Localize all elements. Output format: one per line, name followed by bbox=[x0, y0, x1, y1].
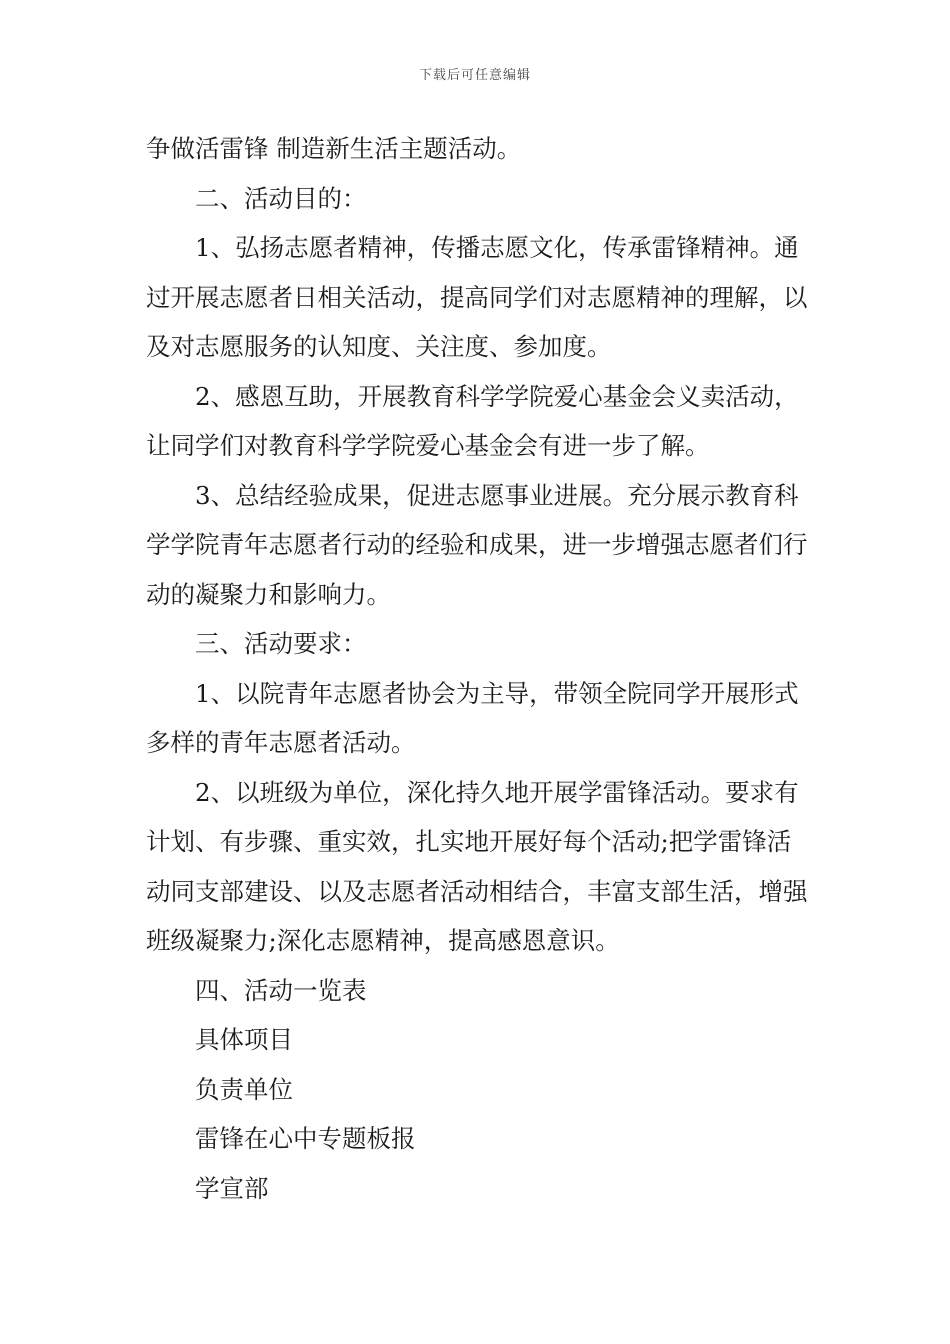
heading-activity-list: 四、活动一览表 bbox=[195, 975, 367, 1005]
paragraph-purpose-2: 2、感恩互助，开展教育科学学院爱心基金会义卖活动，让同学们对教育科学学院爱心基金会有进一步了解。 bbox=[146, 381, 799, 460]
paragraph-purpose-1: 1、弘扬志愿者精神，传播志愿文化，传承雷锋精神。通过开展志愿者日相关活动，提高同学们对志愿精神的理解，以及对志愿服务的认知度、关注度、参加度。 bbox=[146, 233, 808, 361]
table-cell-unit: 学宣部 bbox=[195, 1173, 269, 1203]
paragraph-requirement-1: 1、以院青年志愿者协会为主导，带领全院同学开展形式多样的青年志愿者活动。 bbox=[146, 678, 799, 757]
table-cell-unit-header: 负责单位 bbox=[195, 1074, 293, 1104]
paragraph-requirement-2: 2、以班级为单位，深化持久地开展学雷锋活动。要求有计划、有步骤、重实效，扎实地开展好每个活动;把学雷锋活动同支部建设、以及志愿者活动相结合，丰富支部生活，增强班级凝聚力;深化志愿精神，提高感恩意识。 bbox=[146, 777, 808, 955]
table-cell-item-header: 具体项目 bbox=[195, 1025, 293, 1054]
table-cell-item: 雷锋在心中专题板报 bbox=[195, 1124, 416, 1153]
paragraph-purpose-3: 3、总结经验成果，促进志愿事业进展。充分展示教育科学学院青年志愿者行动的经验和成果，进一步增强志愿者们行动的凝聚力和影响力。 bbox=[146, 480, 808, 609]
heading-requirements: 三、活动要求： bbox=[195, 629, 367, 658]
heading-purpose: 二、活动目的： bbox=[195, 183, 367, 213]
paragraph-theme: 争做活雷锋 制造新生活主题活动。 bbox=[146, 134, 522, 163]
document-body bbox=[146, 124, 810, 1213]
page-header: 下载后可任意编辑 bbox=[418, 68, 531, 83]
